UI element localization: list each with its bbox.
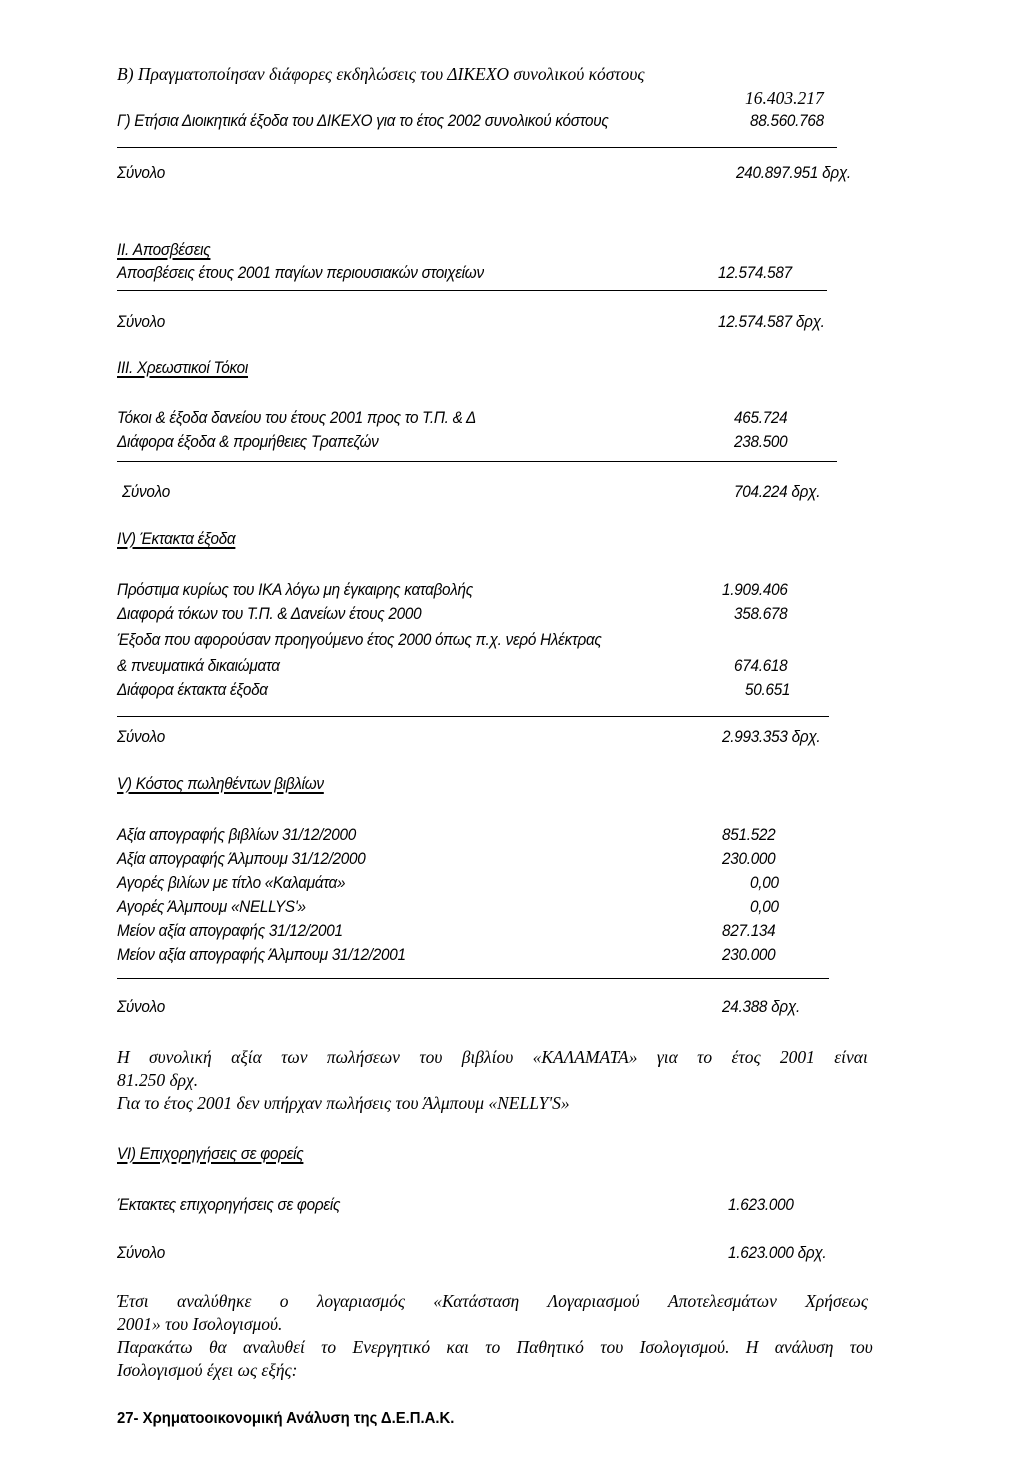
section-g-label: Γ) Ετήσια Διοικητικά έξοδα του ΔΙΚΕΧΟ για το έτος 2002 συνολικού κόστους (117, 111, 609, 130)
row-amount: 230.000 (722, 849, 776, 868)
section-4-heading: IV) Έκτακτα έξοδα (117, 529, 236, 548)
row-label: Αγορές Άλμπουμ «NELLYS'» (117, 897, 306, 916)
row-label: Αξία απογραφής βιβλίων 31/12/2000 (117, 825, 357, 844)
divider (117, 147, 837, 148)
row-amount: 1.909.406 (722, 580, 788, 599)
total-amount: 2.993.353 δρχ. (722, 727, 821, 746)
row-label: Διάφορα έξοδα & προμήθειες Τραπεζών (117, 432, 379, 451)
row-label: Τόκοι & έξοδα δανείου του έτους 2001 προς το Τ.Π. & Δ (117, 408, 476, 427)
section-3-heading: III. Χρεωστικοί Τόκοι (117, 358, 249, 377)
divider (117, 461, 837, 462)
total-amount: 24.388 δρχ. (722, 997, 800, 1016)
row-amount: 238.500 (734, 432, 788, 451)
total-amount: 1.623.000 δρχ. (728, 1243, 827, 1262)
row-amount: 358.678 (734, 604, 788, 623)
divider (117, 978, 829, 979)
total-label: Σύνολο (122, 482, 170, 501)
section-5-heading: V) Κόστος πωληθέντων βιβλίων (117, 774, 324, 793)
divider (117, 290, 827, 291)
divider (117, 716, 829, 717)
section-g-amount: 88.560.768 (750, 111, 824, 130)
row-amount: 230.000 (722, 945, 776, 964)
sales-note-line-2: 81.250 δρχ. (117, 1070, 199, 1090)
row-amount: 0,00 (750, 873, 779, 892)
total-label: Σύνολο (117, 727, 165, 746)
row-amount: 851.522 (722, 825, 776, 844)
page-footer: 27- Χρηματοοικονομική Ανάλυση της Δ.Ε.Π.Α.Κ. (117, 1410, 455, 1427)
row-label: Έξοδα που αφορούσαν προηγούμενο έτος 2000 όπως π.χ. νερό Ηλέκτρας (117, 630, 602, 649)
total-label: Σύνολο (117, 312, 165, 331)
closing-para-2-line-2: Ισολογισμού έχει ως εξής: (117, 1360, 298, 1380)
row-label: Αξία απογραφής Άλμπουμ 31/12/2000 (117, 849, 366, 868)
row-amount: 827.134 (722, 921, 776, 940)
section-2-heading: II. Αποσβέσεις (117, 240, 211, 259)
row-label: Διάφορα έκτακτα έξοδα (117, 680, 268, 699)
row-label: Μείον αξία απογραφής Άλμπουμ 31/12/2001 (117, 945, 406, 964)
album-note: Για το έτος 2001 δεν υπήρχαν πωλήσεις του Άλμπουμ «NELLY'S» (117, 1093, 570, 1113)
row-label: Έκτακτες επιχορηγήσεις σε φορείς (117, 1195, 341, 1214)
row-label: Μείον αξία απογραφής 31/12/2001 (117, 921, 343, 940)
row-label: Διαφορά τόκων του Τ.Π. & Δανείων έτους 2000 (117, 604, 422, 623)
row-label: Πρόστιμα κυρίως του ΙΚΑ λόγω μη έγκαιρης καταβολής (117, 580, 473, 599)
row-amount: 1.623.000 (728, 1195, 794, 1214)
row-label: Αποσβέσεις έτους 2001 παγίων περιουσιακών στοιχείων (117, 263, 484, 282)
row-amount: 12.574.587 (718, 263, 792, 282)
closing-para-2-line-1: Παρακάτω θα αναλυθεί το Ενεργητικό και το Παθητικό του Ισολογισμού. Η ανάλυση του (117, 1337, 873, 1357)
section-b-amount: 16.403.217 (745, 88, 824, 108)
total-amount: 12.574.587 δρχ. (718, 312, 825, 331)
row-amount: 674.618 (734, 656, 788, 675)
section-b-text: Β) Πραγματοποίησαν διάφορες εκδηλώσεις του ΔΙΚΕΧΟ συνολικού κόστους (117, 64, 645, 84)
row-amount: 465.724 (734, 408, 788, 427)
row-amount: 0,00 (750, 897, 779, 916)
total-amount: 704.224 δρχ. (734, 482, 821, 501)
total-label: Σύνολο (117, 163, 165, 182)
row-label: & πνευματικά δικαιώματα (117, 656, 280, 675)
row-amount: 50.651 (745, 680, 791, 699)
closing-para-1-line-1: Έτσι αναλύθηκε ο λογαριασμός «Κατάσταση Λογαριασμού Αποτελεσμάτων Χρήσεως (117, 1291, 868, 1311)
total-label: Σύνολο (117, 1243, 165, 1262)
total-amount: 240.897.951 δρχ. (736, 163, 851, 182)
sales-note-line-1: Η συνολική αξία των πωλήσεων του βιβλίου «ΚΑΛΑΜΑΤΑ» για το έτος 2001 είναι (117, 1047, 868, 1067)
section-6-heading: VI) Επιχορηγήσεις σε φορείς (117, 1144, 304, 1163)
row-label: Αγορές βιλίων με τίτλο «Καλαμάτα» (117, 873, 346, 892)
total-label: Σύνολο (117, 997, 165, 1016)
closing-para-1-line-2: 2001» του Ισολογισμού. (117, 1314, 283, 1334)
